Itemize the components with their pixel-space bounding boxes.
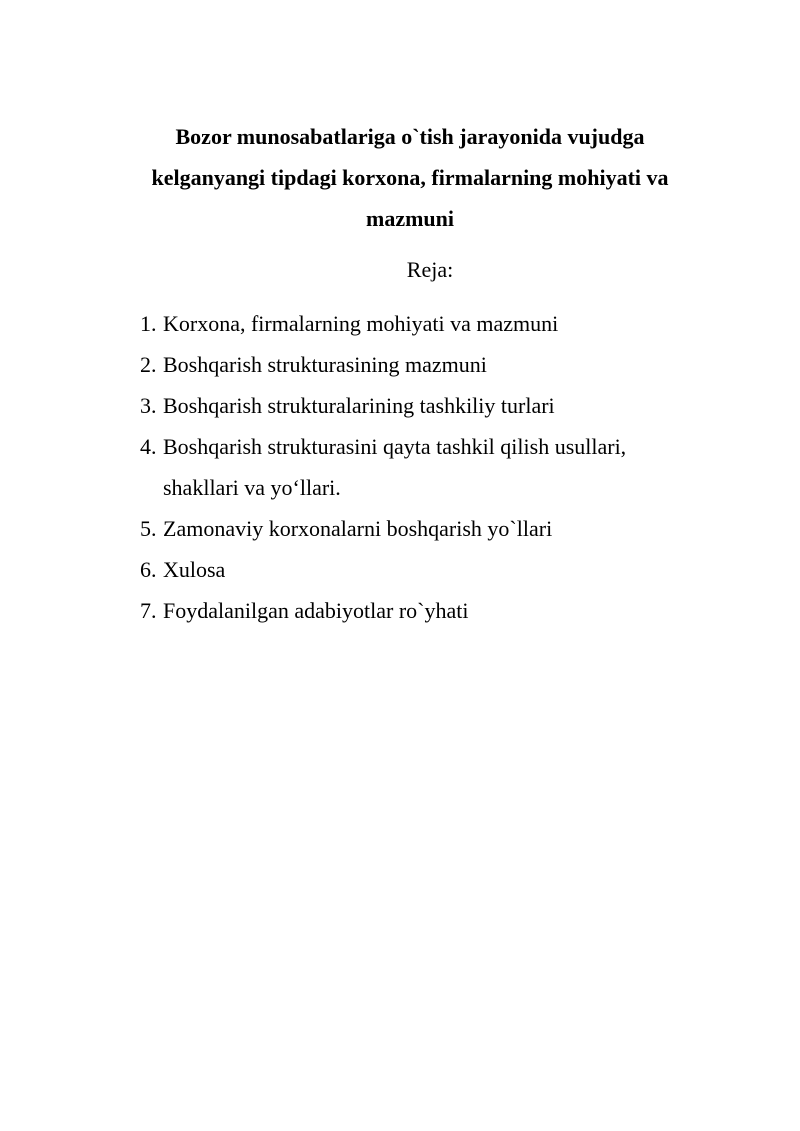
plan-item-text: Xulosa xyxy=(163,557,226,582)
plan-item-text: Boshqarish strukturasining mazmuni xyxy=(163,352,487,377)
title-line: Bozor munosabatlariga o`tish jarayonida vujudga xyxy=(175,124,645,149)
plan-item-number: 4. xyxy=(140,434,157,459)
plan-item-text: Zamonaviy korxonalarni boshqarish yo`llari xyxy=(163,516,553,541)
plan-item xyxy=(140,508,740,549)
plan-item-number: 1. xyxy=(140,311,157,336)
plan-item xyxy=(140,303,740,344)
plan-list xyxy=(140,303,740,631)
plan-item xyxy=(140,385,740,426)
plan-item-text-continuation: shakllari va yo‘llari. xyxy=(163,475,341,500)
title-line: kelganyangi tipdagi korxona, firmalarning mohiyati va xyxy=(151,165,669,190)
plan-item xyxy=(140,590,740,631)
plan-item-number: 5. xyxy=(140,516,157,541)
plan-item-text: Foydalanilgan adabiyotlar ro`yhati xyxy=(163,598,469,623)
plan-item xyxy=(140,426,740,508)
plan-item-number: 2. xyxy=(140,352,157,377)
plan-item-number: 7. xyxy=(140,598,157,623)
title-line: mazmuni xyxy=(366,206,454,231)
plan-item-text: Boshqarish strukturasini qayta tashkil qilish usullari, xyxy=(163,434,627,459)
plan-item-text: Boshqarish strukturalarining tashkiliy turlari xyxy=(163,393,555,418)
plan-item xyxy=(140,549,740,590)
document-title xyxy=(130,116,690,239)
plan-item-number: 6. xyxy=(140,557,157,582)
plan-item xyxy=(140,344,740,385)
plan-heading: Reja: xyxy=(406,257,454,282)
plan-item-text: Korxona, firmalarning mohiyati va mazmuni xyxy=(163,311,559,336)
plan-item-number: 3. xyxy=(140,393,157,418)
